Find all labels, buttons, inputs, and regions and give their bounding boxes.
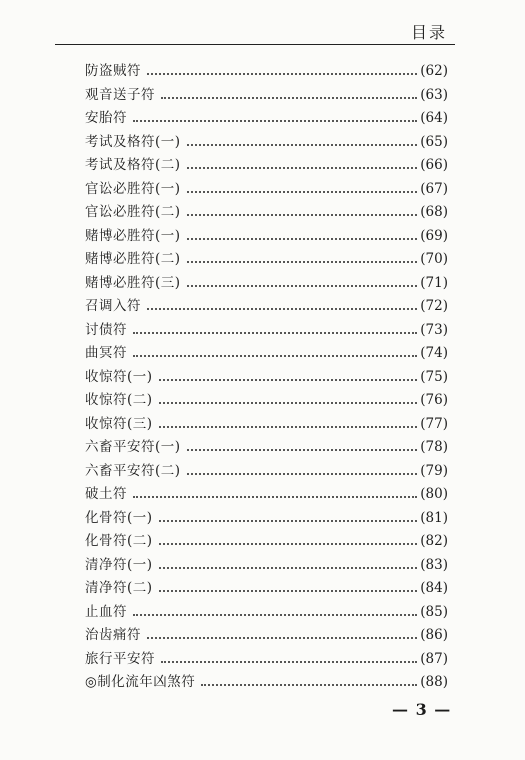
toc-entry-page: (76) — [420, 392, 448, 408]
dot-leader — [133, 614, 417, 616]
toc-entry-title: 六畜平安符(二) — [85, 462, 181, 479]
toc-entry — [85, 318, 448, 342]
header-title: 目录 — [410, 23, 447, 42]
toc-entry-page: (81) — [420, 509, 448, 526]
toc-entry-title: ◎制化流年凶煞符 — [85, 674, 196, 690]
dot-leader — [187, 473, 418, 475]
toc-entry-title: 化骨符(二) — [85, 533, 153, 549]
dot-leader — [159, 520, 418, 522]
dot-leader — [147, 637, 417, 639]
toc-entry-page: (68) — [420, 204, 448, 220]
toc-entry-page: (64) — [420, 110, 448, 126]
toc-entry — [85, 130, 448, 154]
dot-leader — [133, 332, 417, 334]
dot-leader — [133, 496, 417, 498]
toc-entry — [85, 435, 448, 459]
toc-entry — [85, 553, 448, 577]
toc-entry — [85, 83, 448, 107]
toc-entry-title: 召调入符 — [85, 298, 141, 314]
toc-entry-title: 收惊符(一) — [85, 368, 153, 385]
toc-entry-title: 破土符 — [85, 486, 127, 502]
toc-entry — [85, 153, 448, 177]
toc-entry-title: 安胎符 — [85, 110, 127, 126]
toc-entry-page: (75) — [420, 368, 448, 385]
toc-entry-page: (82) — [420, 533, 448, 549]
toc-entry-title: 防盗贼符 — [85, 63, 141, 79]
toc-entry-title: 曲冥符 — [85, 345, 127, 361]
toc-entry-page: (67) — [420, 180, 448, 197]
toc-entry-page: (63) — [420, 86, 448, 103]
dot-leader — [159, 426, 418, 428]
toc-entry — [85, 600, 448, 624]
toc-entry-page: (62) — [420, 63, 448, 79]
toc-entry-title: 赌博必胜符(二) — [85, 251, 181, 267]
toc-entry — [85, 200, 448, 224]
toc-entry-title: 赌博必胜符(一) — [85, 227, 181, 244]
dot-leader — [147, 73, 417, 75]
dot-leader — [159, 402, 418, 404]
toc-entry — [85, 670, 448, 694]
table-of-contents — [85, 59, 448, 694]
dot-leader — [187, 214, 418, 216]
toc-entry-title: 讨债符 — [85, 321, 127, 338]
dot-leader — [187, 261, 418, 263]
toc-entry — [85, 412, 448, 436]
dot-leader — [201, 684, 417, 686]
dot-leader — [187, 167, 418, 169]
dot-leader — [187, 144, 418, 146]
toc-entry — [85, 106, 448, 130]
toc-entry — [85, 623, 448, 647]
toc-entry-page: (79) — [420, 462, 448, 479]
toc-entry-title: 收惊符(三) — [85, 415, 153, 432]
toc-entry-title: 治齿痛符 — [85, 627, 141, 643]
dot-leader — [133, 120, 417, 122]
dot-leader — [133, 355, 417, 357]
dot-leader — [147, 308, 417, 310]
toc-entry — [85, 224, 448, 248]
page-number: — 3 — — [392, 700, 452, 719]
toc-entry-title: 收惊符(二) — [85, 392, 153, 408]
dot-leader — [187, 285, 418, 287]
toc-entry — [85, 177, 448, 201]
toc-entry-title: 化骨符(一) — [85, 509, 153, 526]
toc-entry — [85, 459, 448, 483]
dot-leader — [161, 97, 417, 99]
toc-entry — [85, 294, 448, 318]
toc-entry-page: (77) — [420, 415, 448, 432]
toc-entry-title: 旅行平安符 — [85, 650, 155, 667]
toc-entry-title: 官讼必胜符(一) — [85, 180, 181, 197]
toc-entry-title: 六畜平安符(一) — [85, 439, 181, 455]
toc-entry — [85, 482, 448, 506]
toc-entry-page: (69) — [420, 227, 448, 244]
toc-entry-title: 考试及格符(二) — [85, 157, 181, 173]
dot-leader — [159, 590, 418, 592]
toc-entry-page: (86) — [420, 627, 448, 643]
toc-entry — [85, 388, 448, 412]
toc-entry-page: (84) — [420, 580, 448, 596]
toc-entry-title: 清净符(一) — [85, 556, 153, 573]
toc-entry-page: (70) — [420, 251, 448, 267]
toc-entry — [85, 341, 448, 365]
toc-entry-page: (72) — [420, 298, 448, 314]
toc-entry-page: (88) — [420, 674, 448, 690]
dot-leader — [159, 379, 418, 381]
dot-leader — [159, 543, 418, 545]
toc-entry-title: 考试及格符(一) — [85, 133, 181, 150]
toc-entry — [85, 576, 448, 600]
toc-entry-page: (66) — [420, 157, 448, 173]
toc-entry-page: (73) — [420, 321, 448, 338]
toc-entry — [85, 271, 448, 295]
toc-entry-page: (74) — [420, 345, 448, 361]
toc-entry-page: (71) — [420, 274, 448, 291]
toc-entry-title: 观音送子符 — [85, 86, 155, 103]
toc-entry-page: (78) — [420, 439, 448, 455]
dot-leader — [187, 191, 418, 193]
toc-entry-page: (80) — [420, 486, 448, 502]
toc-entry-page: (85) — [420, 603, 448, 620]
toc-entry — [85, 506, 448, 530]
dot-leader — [187, 449, 418, 451]
toc-entry-page: (83) — [420, 556, 448, 573]
toc-entry — [85, 59, 448, 83]
toc-entry-title: 止血符 — [85, 603, 127, 620]
toc-entry-title: 清净符(二) — [85, 580, 153, 596]
dot-leader — [159, 567, 418, 569]
dot-leader — [187, 238, 418, 240]
toc-entry-page: (87) — [420, 650, 448, 667]
header-rule — [55, 44, 455, 45]
toc-entry-page: (65) — [420, 133, 448, 150]
dot-leader — [161, 661, 417, 663]
toc-entry — [85, 647, 448, 671]
toc-entry-title: 赌博必胜符(三) — [85, 274, 181, 291]
toc-entry — [85, 365, 448, 389]
toc-entry — [85, 247, 448, 271]
toc-entry — [85, 529, 448, 553]
toc-entry-title: 官讼必胜符(二) — [85, 204, 181, 220]
